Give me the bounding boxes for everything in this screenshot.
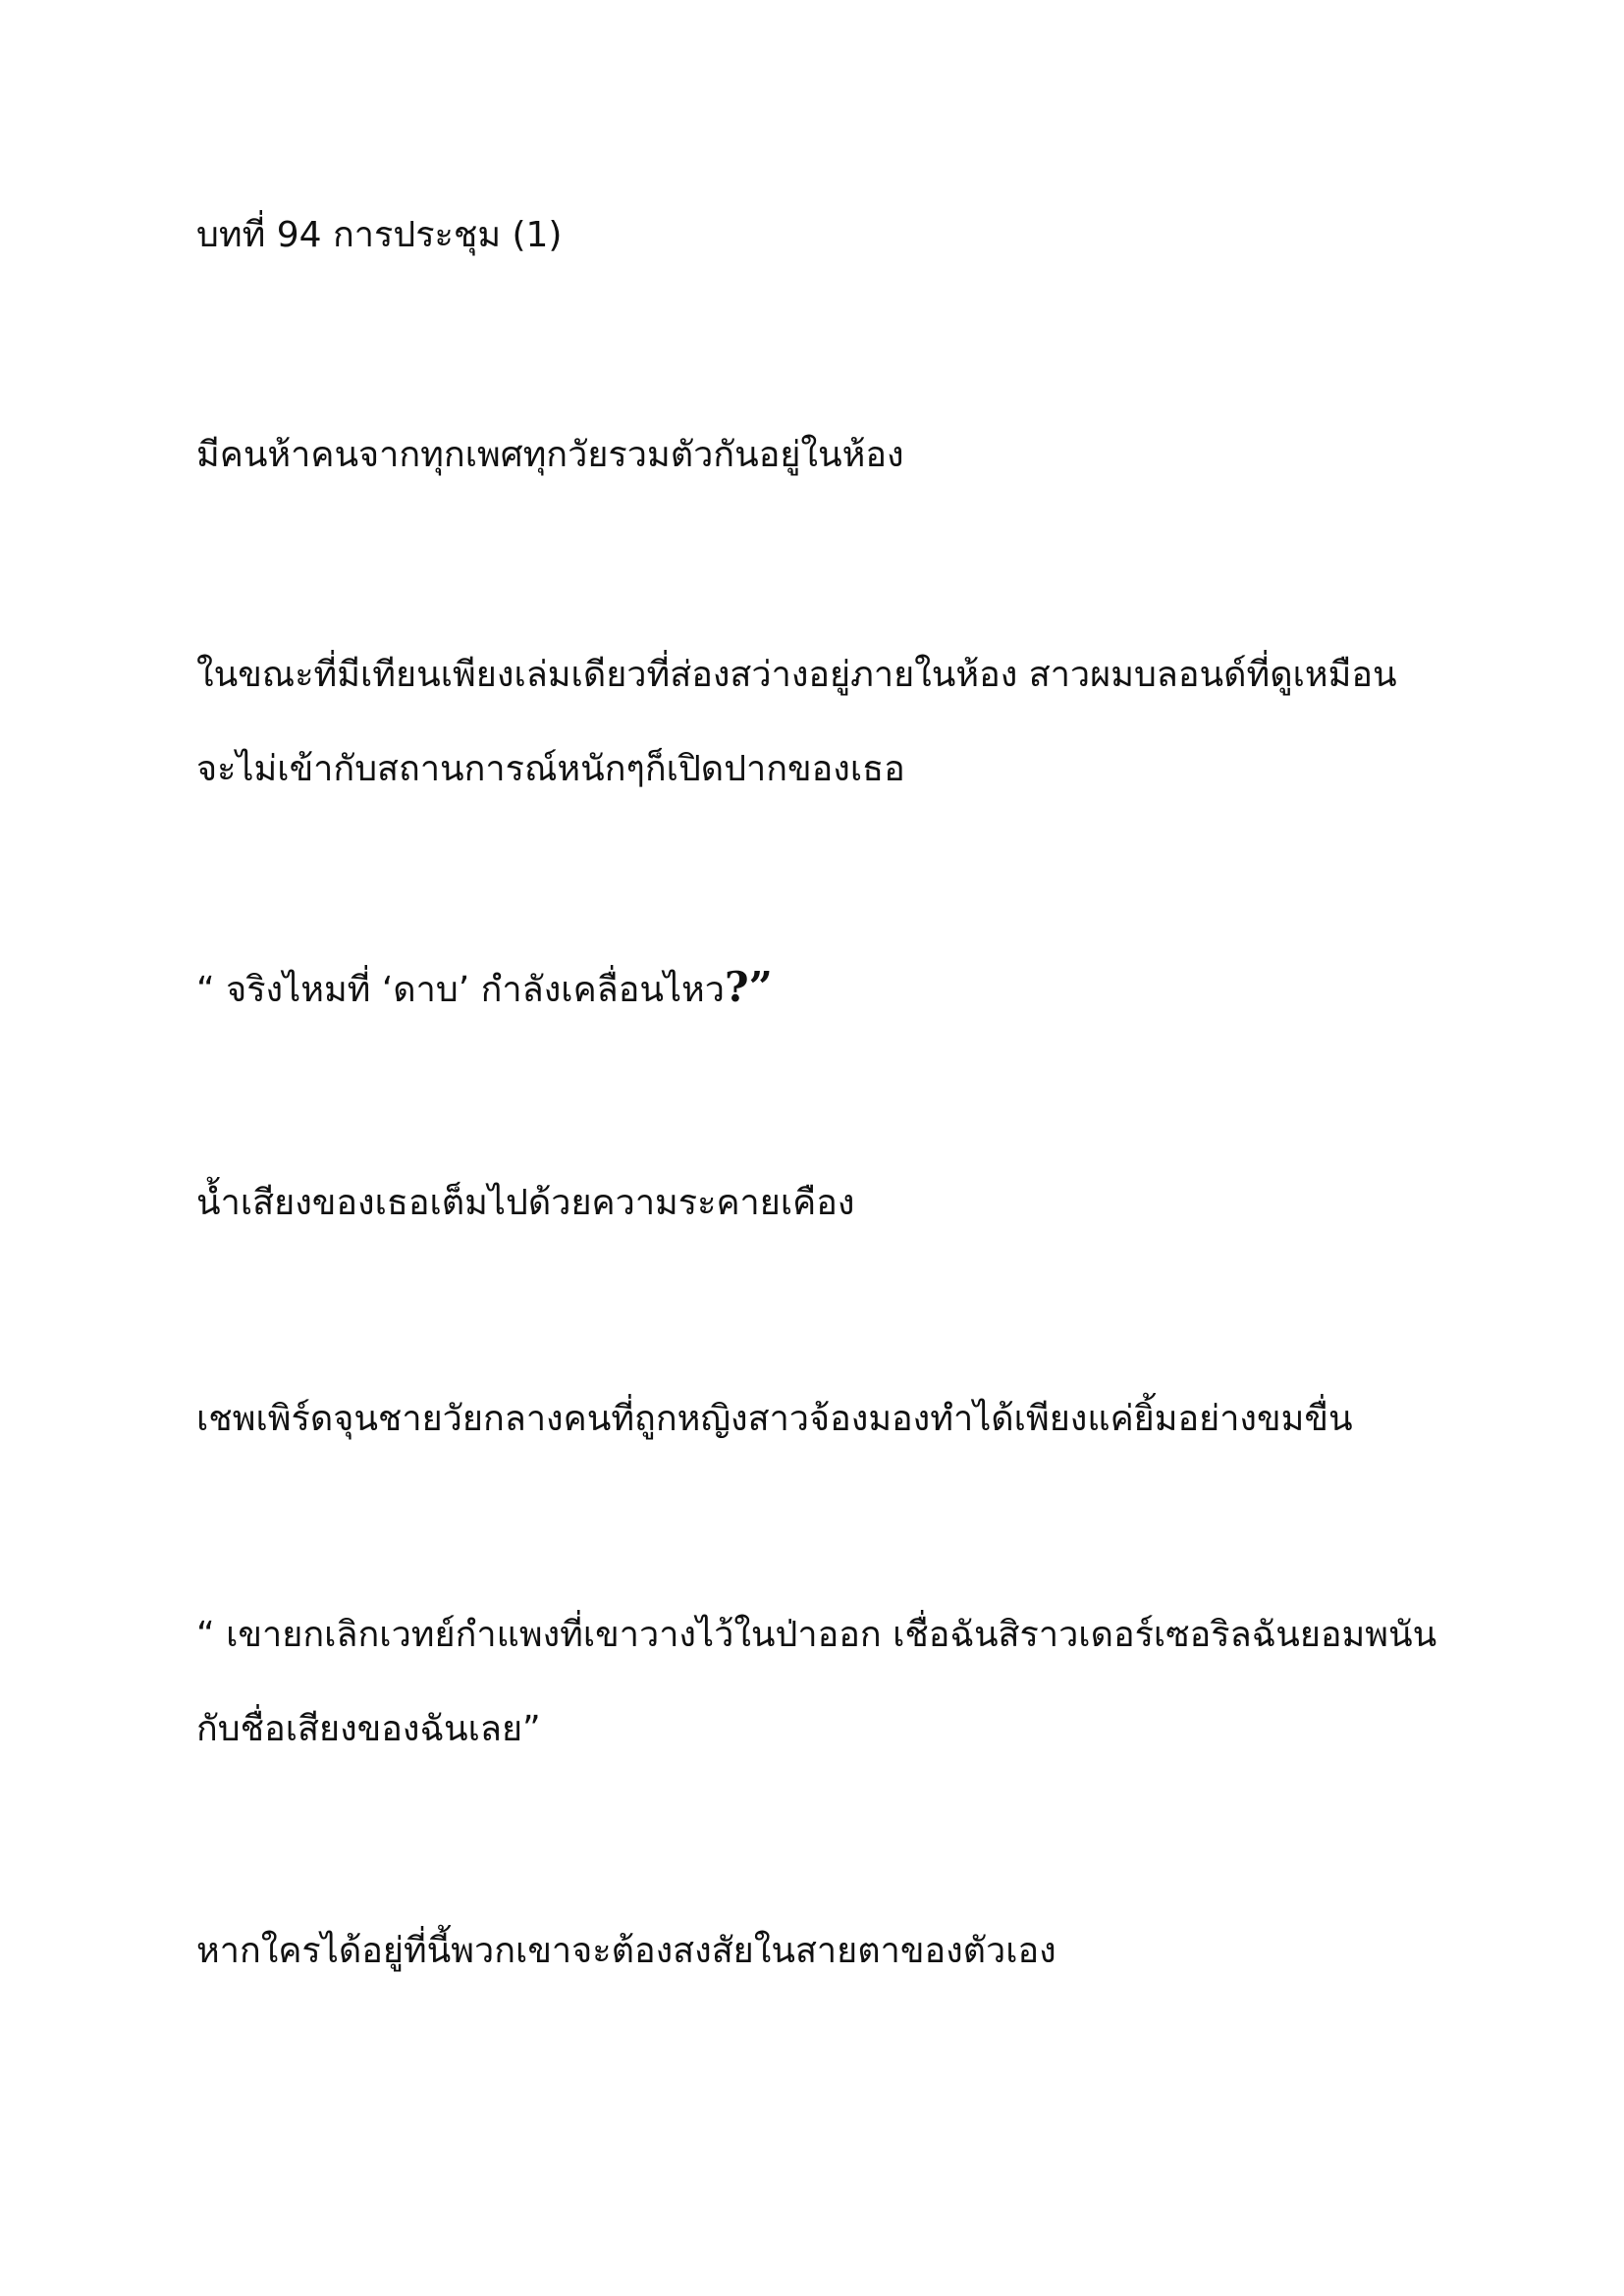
question-quote-mark: ?”	[725, 963, 773, 1011]
paragraph-line: “ เขายกเลิกเวทย์กำแพงที่เขาวางไว้ในป่าออก เชื่อฉันสิราวเดอร์เซอริลฉันยอมพนัน	[196, 1615, 1437, 1655]
paragraph-line: น้ำเสียงของเธอเต็มไปด้วยความระคายเคือง	[196, 1183, 855, 1223]
paragraph-2	[196, 628, 1434, 817]
paragraph-line: มีคนห้าคนจากทุกเพศทุกวัยรวมตัวกันอยู่ในห้อง	[196, 435, 904, 475]
paragraph-line-wrap	[196, 940, 1434, 1038]
paragraph-4	[196, 1156, 1434, 1251]
paragraph-3-dialogue	[196, 940, 1434, 1038]
paragraph-line: จะไม่เข้ากับสถานการณ์หนักๆก็เปิดปากของเธอ	[196, 749, 905, 789]
chapter-title	[196, 188, 1434, 283]
paragraph-5	[196, 1372, 1434, 1467]
paragraph-1	[196, 408, 1434, 503]
paragraph-line: ในขณะที่มีเทียนเพียงเล่มเดียวที่ส่องสว่างอยู่ภายในห้อง สาวผมบลอนด์ที่ดูเหมือน	[196, 655, 1397, 695]
chapter-title-text: บทที่ 94 การประชุม (1)	[196, 215, 563, 255]
paragraph-6-dialogue	[196, 1588, 1437, 1777]
paragraph-line: เชพเพิร์ดจุนชายวัยกลางคนที่ถูกหญิงสาวจ้องมองทำได้เพียงแค่ยิ้มอย่างขมขื่น	[196, 1399, 1353, 1439]
paragraph-7	[196, 1904, 1434, 1999]
paragraph-line: หากใครได้อยู่ที่นี้พวกเขาจะต้องสงสัยในสายตาของตัวเอง	[196, 1931, 1056, 1971]
paragraph-line: กับชื่อเสียงของฉันเลย”	[196, 1709, 541, 1749]
paragraph-line: “ จริงไหมที่ ‘ดาบ’ กำลังเคลื่อนไหว	[196, 970, 725, 1010]
